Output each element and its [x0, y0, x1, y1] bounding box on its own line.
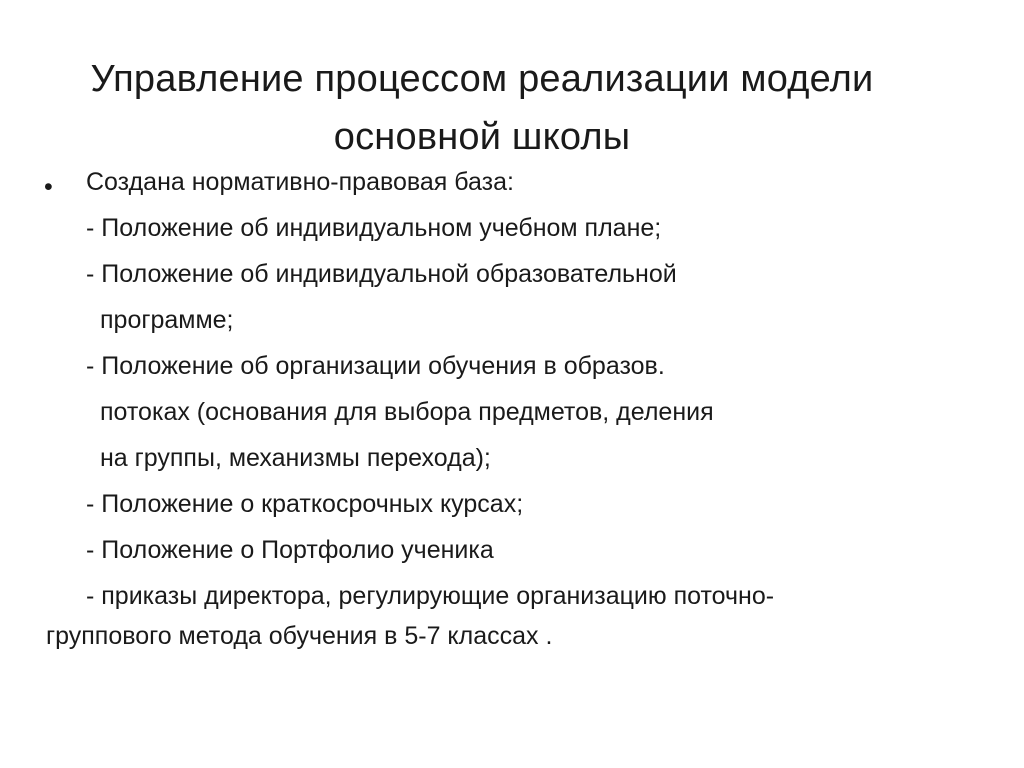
- list-item-continuation: программе;: [100, 306, 234, 334]
- bullet-icon: •: [44, 173, 53, 201]
- list-item-continuation: группового метода обучения в 5-7 классах .: [46, 622, 553, 650]
- list-item: - приказы директора, регулирующие организацию поточно-: [86, 582, 775, 610]
- list-item: - Положение об организации обучения в образов.: [86, 352, 665, 380]
- list-item: - Положение об индивидуальном учебном плане;: [86, 214, 662, 242]
- list-item: - Положение о краткосрочных курсах;: [86, 490, 524, 518]
- list-item-continuation: на группы, механизмы перехода);: [100, 444, 491, 472]
- slide-title: [30, 50, 934, 166]
- lead-text: Создана нормативно-правовая база:: [86, 168, 514, 196]
- list-item: - Положение о Портфолио ученика: [86, 536, 494, 564]
- title-line-1: Управление процессом реализации модели: [90, 58, 874, 100]
- list-item-continuation: потоках (основания для выбора предметов, деления: [100, 398, 714, 426]
- list-item: - Положение об индивидуальной образовательной: [86, 260, 677, 288]
- title-line-2: основной школы: [333, 116, 631, 158]
